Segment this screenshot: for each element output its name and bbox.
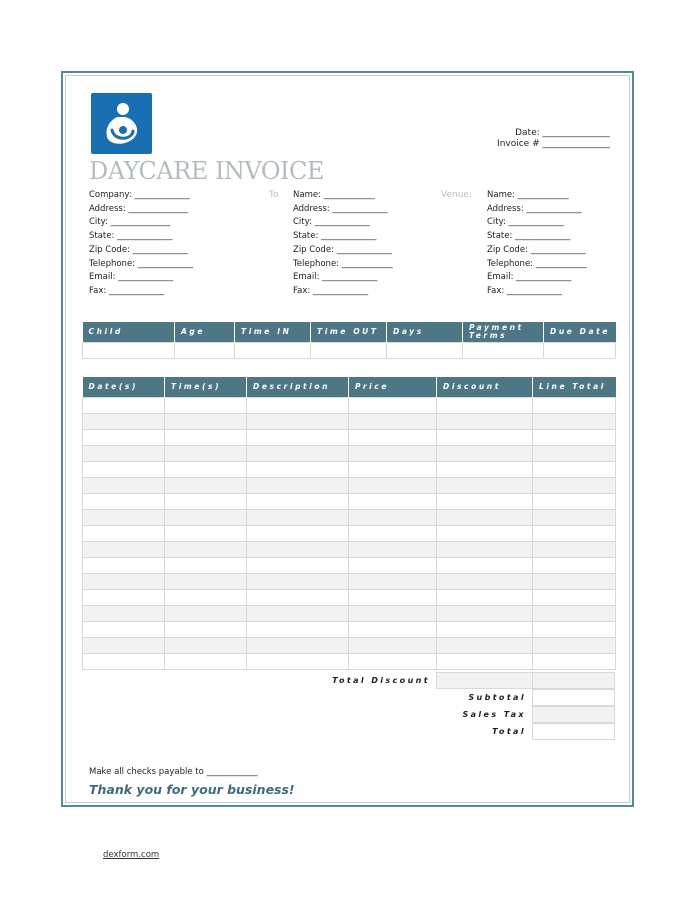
time-cell[interactable] [165, 510, 247, 526]
price-cell[interactable] [349, 462, 437, 478]
total-discount-label: Total Discount [332, 676, 430, 685]
fax-field[interactable]: Fax: _____________ [89, 285, 165, 296]
payable-to-field[interactable]: Make all checks payable to ____________ [89, 767, 258, 777]
line-total-cell[interactable] [533, 478, 616, 494]
description-cell[interactable] [247, 654, 349, 670]
time-out-cell[interactable] [311, 343, 387, 359]
date-cell[interactable] [83, 542, 165, 558]
discount-cell[interactable] [437, 494, 533, 510]
time-cell[interactable] [165, 574, 247, 590]
total-label: Total [492, 727, 526, 736]
header-dates: Date(s) [83, 377, 165, 398]
venue-name-field[interactable]: Name: ____________ [487, 190, 569, 200]
days-cell[interactable] [387, 343, 463, 359]
discount-cell[interactable] [437, 590, 533, 606]
line-total-cell[interactable] [533, 606, 616, 622]
discount-cell[interactable] [437, 526, 533, 542]
time-cell[interactable] [165, 590, 247, 606]
time-cell[interactable] [165, 494, 247, 510]
line-total-cell[interactable] [533, 638, 616, 654]
description-cell[interactable] [247, 606, 349, 622]
header-time-out: Time OUT [311, 322, 387, 343]
date-cell[interactable] [83, 606, 165, 622]
venue-state-field[interactable]: State: _____________ [487, 231, 571, 242]
line-total-cell[interactable] [533, 542, 616, 558]
time-cell[interactable] [165, 542, 247, 558]
time-cell[interactable] [165, 526, 247, 542]
price-cell[interactable] [349, 414, 437, 430]
line-total-cell[interactable] [533, 510, 616, 526]
table-row [83, 574, 616, 590]
total-discount-value[interactable] [436, 672, 533, 689]
discount-cell[interactable] [437, 414, 533, 430]
price-cell[interactable] [349, 574, 437, 590]
time-cell[interactable] [165, 478, 247, 494]
table-row [83, 398, 616, 414]
discount-cell[interactable] [437, 398, 533, 414]
discount-cell[interactable] [437, 622, 533, 638]
table-row [83, 462, 616, 478]
description-cell[interactable] [247, 398, 349, 414]
date-cell[interactable] [83, 590, 165, 606]
header-description: Description [247, 377, 349, 398]
time-cell[interactable] [165, 638, 247, 654]
date-cell[interactable] [83, 430, 165, 446]
subtotal-label: Subtotal [468, 693, 526, 702]
line-total-cell[interactable] [533, 494, 616, 510]
discount-cell[interactable] [437, 638, 533, 654]
total-value[interactable] [532, 723, 615, 740]
table-row [83, 526, 616, 542]
table-row [83, 542, 616, 558]
discount-cell[interactable] [437, 542, 533, 558]
date-cell[interactable] [83, 446, 165, 462]
header-due-date: Due Date [544, 322, 616, 343]
description-cell[interactable] [247, 430, 349, 446]
venue-label: Venue: [441, 190, 472, 200]
table-row [83, 343, 616, 359]
description-cell[interactable] [247, 510, 349, 526]
description-cell[interactable] [247, 414, 349, 430]
description-cell[interactable] [247, 574, 349, 590]
venue-email-field[interactable]: Email: _____________ [487, 272, 572, 283]
age-cell[interactable] [175, 343, 235, 359]
time-in-cell[interactable] [235, 343, 311, 359]
table-row [83, 622, 616, 638]
price-cell[interactable] [349, 606, 437, 622]
date-cell[interactable] [83, 494, 165, 510]
price-cell[interactable] [349, 590, 437, 606]
discount-cell[interactable] [437, 462, 533, 478]
description-cell[interactable] [247, 478, 349, 494]
discount-cell[interactable] [437, 558, 533, 574]
date-cell[interactable] [83, 398, 165, 414]
header-age: Age [175, 322, 235, 343]
date-cell[interactable] [83, 638, 165, 654]
time-cell[interactable] [165, 654, 247, 670]
date-cell[interactable] [83, 622, 165, 638]
line-total-cell[interactable] [533, 398, 616, 414]
table-row [83, 430, 616, 446]
to-state-field[interactable]: State: _____________ [293, 231, 377, 242]
table-row [83, 590, 616, 606]
line-total-cell[interactable] [533, 430, 616, 446]
line-total-cell[interactable] [533, 590, 616, 606]
time-cell[interactable] [165, 462, 247, 478]
discount-cell[interactable] [437, 446, 533, 462]
price-cell[interactable] [349, 622, 437, 638]
date-cell[interactable] [83, 654, 165, 670]
venue-city-field[interactable]: City: _____________ [487, 217, 564, 228]
to-fax-field[interactable]: Fax: _____________ [293, 285, 369, 296]
subtotal-value[interactable] [532, 689, 615, 706]
header-price: Price [349, 377, 437, 398]
price-cell[interactable] [349, 558, 437, 574]
table-row [83, 414, 616, 430]
description-cell[interactable] [247, 558, 349, 574]
nursing-mother-icon [91, 93, 152, 154]
discount-cell[interactable] [437, 510, 533, 526]
price-cell[interactable] [349, 478, 437, 494]
child-cell[interactable] [83, 343, 175, 359]
thank-you-message: Thank you for your business! [89, 782, 295, 797]
price-cell[interactable] [349, 430, 437, 446]
header-discount: Discount [437, 377, 533, 398]
to-city-field[interactable]: City: _____________ [293, 217, 370, 228]
line-total-cell[interactable] [533, 414, 616, 430]
table-row [83, 510, 616, 526]
to-fields [293, 189, 393, 299]
date-cell[interactable] [83, 574, 165, 590]
company-field[interactable]: Company: _____________ [89, 190, 190, 200]
payment-terms-cell[interactable] [463, 343, 544, 359]
time-cell[interactable] [165, 622, 247, 638]
to-name-field[interactable]: Name: ____________ [293, 190, 375, 200]
invoice-number-field[interactable]: Invoice # _______________ [497, 139, 610, 149]
line-total-cell[interactable] [533, 446, 616, 462]
price-cell[interactable] [349, 446, 437, 462]
date-cell[interactable] [83, 510, 165, 526]
price-cell[interactable] [349, 542, 437, 558]
line-total-cell[interactable] [533, 574, 616, 590]
date-cell[interactable] [83, 526, 165, 542]
date-invoice-block [430, 128, 610, 150]
company-fields [89, 189, 193, 299]
venue-address-field[interactable]: Address: _____________ [487, 203, 582, 214]
zip-field[interactable]: Zip Code: _____________ [89, 244, 188, 255]
time-cell[interactable] [165, 398, 247, 414]
table-row [83, 606, 616, 622]
line-total-cell[interactable] [533, 558, 616, 574]
page-title: DAYCARE INVOICE [89, 157, 324, 185]
header-days: Days [387, 322, 463, 343]
to-zip-field[interactable]: Zip Code: _____________ [293, 244, 392, 255]
venue-telephone-field[interactable]: Telephone: ____________ [487, 258, 587, 269]
time-cell[interactable] [165, 446, 247, 462]
table-row [83, 478, 616, 494]
date-cell[interactable] [83, 478, 165, 494]
table-row [83, 558, 616, 574]
city-field[interactable]: City: ______________ [89, 217, 171, 228]
time-cell[interactable] [165, 606, 247, 622]
email-field[interactable]: Email: _____________ [89, 272, 174, 283]
description-cell[interactable] [247, 462, 349, 478]
price-cell[interactable] [349, 398, 437, 414]
time-cell[interactable] [165, 558, 247, 574]
venue-zip-field[interactable]: Zip Code: _____________ [487, 244, 586, 255]
to-telephone-field[interactable]: Telephone: ____________ [293, 258, 393, 269]
child-table [82, 322, 616, 359]
price-cell[interactable] [349, 654, 437, 670]
table-row [83, 494, 616, 510]
to-email-field[interactable]: Email: _____________ [293, 272, 378, 283]
total-discount-line-value[interactable] [532, 672, 615, 689]
description-cell[interactable] [247, 590, 349, 606]
discount-cell[interactable] [437, 606, 533, 622]
description-cell[interactable] [247, 638, 349, 654]
discount-cell[interactable] [437, 478, 533, 494]
price-cell[interactable] [349, 638, 437, 654]
table-row [83, 638, 616, 654]
header-payment-terms: Payment Terms [463, 322, 544, 343]
header-times: Time(s) [165, 377, 247, 398]
time-cell[interactable] [165, 430, 247, 446]
description-cell[interactable] [247, 622, 349, 638]
date-field[interactable]: Date: _______________ [515, 128, 610, 138]
header-child: Child [83, 322, 175, 343]
line-total-cell[interactable] [533, 654, 616, 670]
description-cell[interactable] [247, 494, 349, 510]
discount-cell[interactable] [437, 430, 533, 446]
to-label: To [269, 190, 279, 200]
table-row [83, 654, 616, 670]
header-line-total: Line Total [533, 377, 616, 398]
description-cell[interactable] [247, 446, 349, 462]
date-cell[interactable] [83, 462, 165, 478]
line-total-cell[interactable] [533, 462, 616, 478]
items-table [82, 377, 616, 670]
discount-cell[interactable] [437, 574, 533, 590]
description-cell[interactable] [247, 542, 349, 558]
due-date-cell[interactable] [544, 343, 616, 359]
venue-fax-field[interactable]: Fax: _____________ [487, 285, 563, 296]
state-field[interactable]: State: _____________ [89, 231, 173, 242]
time-cell[interactable] [165, 414, 247, 430]
price-cell[interactable] [349, 494, 437, 510]
table-row [83, 446, 616, 462]
header-time-in: Time IN [235, 322, 311, 343]
sales-tax-label: Sales Tax [462, 710, 526, 719]
sales-tax-value[interactable] [532, 706, 615, 723]
line-total-cell[interactable] [533, 526, 616, 542]
telephone-field[interactable]: Telephone: _____________ [89, 258, 193, 269]
address-field[interactable]: Address: ______________ [89, 203, 188, 214]
line-total-cell[interactable] [533, 622, 616, 638]
to-address-field[interactable]: Address: _____________ [293, 203, 388, 214]
date-cell[interactable] [83, 414, 165, 430]
date-cell[interactable] [83, 558, 165, 574]
site-link[interactable]: dexform.com [103, 850, 160, 860]
venue-fields [487, 189, 587, 299]
price-cell[interactable] [349, 526, 437, 542]
discount-cell[interactable] [437, 654, 533, 670]
price-cell[interactable] [349, 510, 437, 526]
description-cell[interactable] [247, 526, 349, 542]
